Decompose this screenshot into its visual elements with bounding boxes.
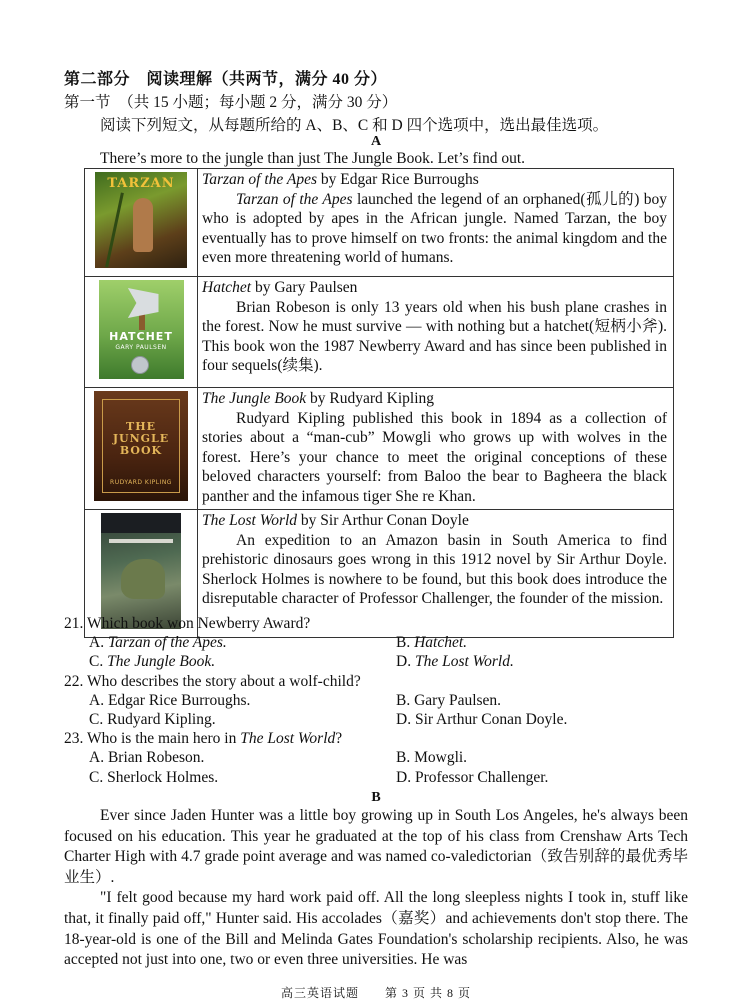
book-description: Tarzan of the Apes launched the legend of an orphaned(孤儿的) boy who is adopted by apes in the African jungle. Named Tarzan, the boy eventually has to prove himself on two fronts: the animal kingdom and the even more threatening world of humans. — [202, 190, 668, 267]
hatchet-cover-title: HATCHET — [109, 330, 173, 343]
book-byline: by Gary Paulsen — [251, 279, 358, 296]
book-table — [84, 168, 674, 638]
book-row-tarzan — [85, 169, 674, 277]
q22-option-d[interactable]: D. Sir Arthur Conan Doyle. — [396, 711, 568, 728]
book-title-line — [202, 511, 667, 531]
q23-option-b[interactable]: B. Mowgli. — [396, 749, 468, 766]
q21-option-a[interactable]: A. Tarzan of the Apes. — [89, 634, 227, 651]
q23-option-c[interactable]: C. Sherlock Holmes. — [89, 769, 219, 786]
book-title-line — [202, 389, 667, 409]
q22-option-a[interactable]: A. Edgar Rice Burroughs. — [89, 692, 251, 709]
book-byline: by Sir Arthur Conan Doyle — [297, 512, 469, 529]
tarzan-cover-title: TARZAN — [107, 176, 175, 191]
q23-option-d[interactable]: D. Professor Challenger. — [396, 769, 549, 786]
book-title-line — [202, 170, 667, 190]
award-medal-icon — [131, 356, 149, 374]
tarzan-cover-image — [95, 172, 187, 268]
book-title-line — [202, 278, 667, 298]
book-description: Rudyard Kipling published this book in 1894 as a collection of stories about a “man-cub” Mowgli who grows up with wolves in the forest. Here’s your chance to meet the original conceptions of these beloved characters yourself: from Baloo the bear to Bagheera the black panther and the infamous tiger She re Khan. — [202, 409, 667, 505]
lost-world-cover-image — [101, 513, 181, 629]
hatchet-cover-author: GARY PAULSEN — [115, 344, 167, 351]
passage-b-paragraph-1: Ever since Jaden Hunter was a little boy growing up in South Los Angeles, he's always been focused on his education. This year he graduated at the top of his class from Crenshaw Arts Tech Charter High with 4.7 grade point average and was named co-valedictorian（致告别辞的最优秀毕业生）. — [64, 807, 688, 886]
jungle-book-cover-image — [94, 391, 188, 501]
q22-option-c[interactable]: C. Rudyard Kipling. — [89, 711, 216, 728]
book-row-hatchet — [85, 277, 674, 388]
passage-a-intro: There’s more to the jungle than just The Jungle Book. Let’s find out. — [100, 150, 526, 167]
book-title: Tarzan of the Apes — [202, 171, 317, 188]
book-row-jungle-book — [85, 388, 674, 510]
q21-option-c[interactable]: C. The Jungle Book. — [89, 653, 216, 670]
passage-b-paragraph-2: "I felt good because my hard work paid off. All the long sleepless nights I took in, stuff like that, it finally paid off," Hunter said. His accolades（嘉奖）and achievements don't stop there. The 18-year-old is one of the Bill and Melinda Gates Foundation's scholarship recipients. Also, he was accepted not just into one, two or even three universities. He was — [64, 889, 688, 969]
q23-option-a[interactable]: A. Brian Robeson. — [89, 749, 205, 766]
book-byline: by Rudyard Kipling — [306, 390, 435, 407]
q21-option-d[interactable]: D. The Lost World. — [396, 653, 514, 670]
q21-option-b[interactable]: B. Hatchet. — [396, 634, 468, 651]
book-title: The Lost World — [202, 512, 298, 529]
hatchet-cover-image — [99, 280, 184, 379]
subsection-title: 第一节 （共 15 小题；每小题 2 分，满分 30 分） — [64, 94, 398, 111]
jungle-book-cover-title: THE JUNGLE BOOK — [112, 420, 170, 457]
book-description: Brian Robeson is only 13 years old when his bush plane crashes in the forest. Now he must survive — with nothing but a hatchet(短柄小斧). This book won the 1987 Newberry Award and has since been published in four sequels(续集). — [202, 298, 667, 375]
book-title: Hatchet — [202, 279, 252, 296]
question-21: 21. Which book won Newberry Award? — [64, 615, 311, 632]
passage-b-label: B — [371, 790, 381, 805]
instructions: 阅读下列短文，从每题所给的 A、B、C 和 D 四个选项中，选出最佳选项。 — [100, 117, 609, 134]
q22-option-b[interactable]: B. Gary Paulsen. — [396, 692, 502, 709]
book-description: An expedition to an Amazon basin in South America to find prehistoric dinosaurs goes wrong in this 1912 novel by Sir Arthur Doyle. Sherlock Holmes is nowhere to be found, but this book does introduce the disreputable character of Professor Challenger, the founder of the mission. — [202, 531, 667, 608]
page-footer: 高三英语试题 第 3 页 共 8 页 — [280, 986, 471, 1000]
question-23: 23. Who is the main hero in The Lost World? — [64, 730, 343, 747]
passage-a-label: A — [370, 134, 382, 149]
jungle-book-cover-author: RUDYARD KIPLING — [110, 479, 172, 486]
book-byline: by Edgar Rice Burroughs — [316, 171, 479, 188]
question-22: 22. Who describes the story about a wolf-child? — [64, 673, 361, 690]
book-title: The Jungle Book — [202, 390, 307, 407]
section-title: 第二部分 阅读理解（共两节，满分 40 分） — [64, 71, 388, 88]
passage-b-text — [64, 806, 688, 971]
